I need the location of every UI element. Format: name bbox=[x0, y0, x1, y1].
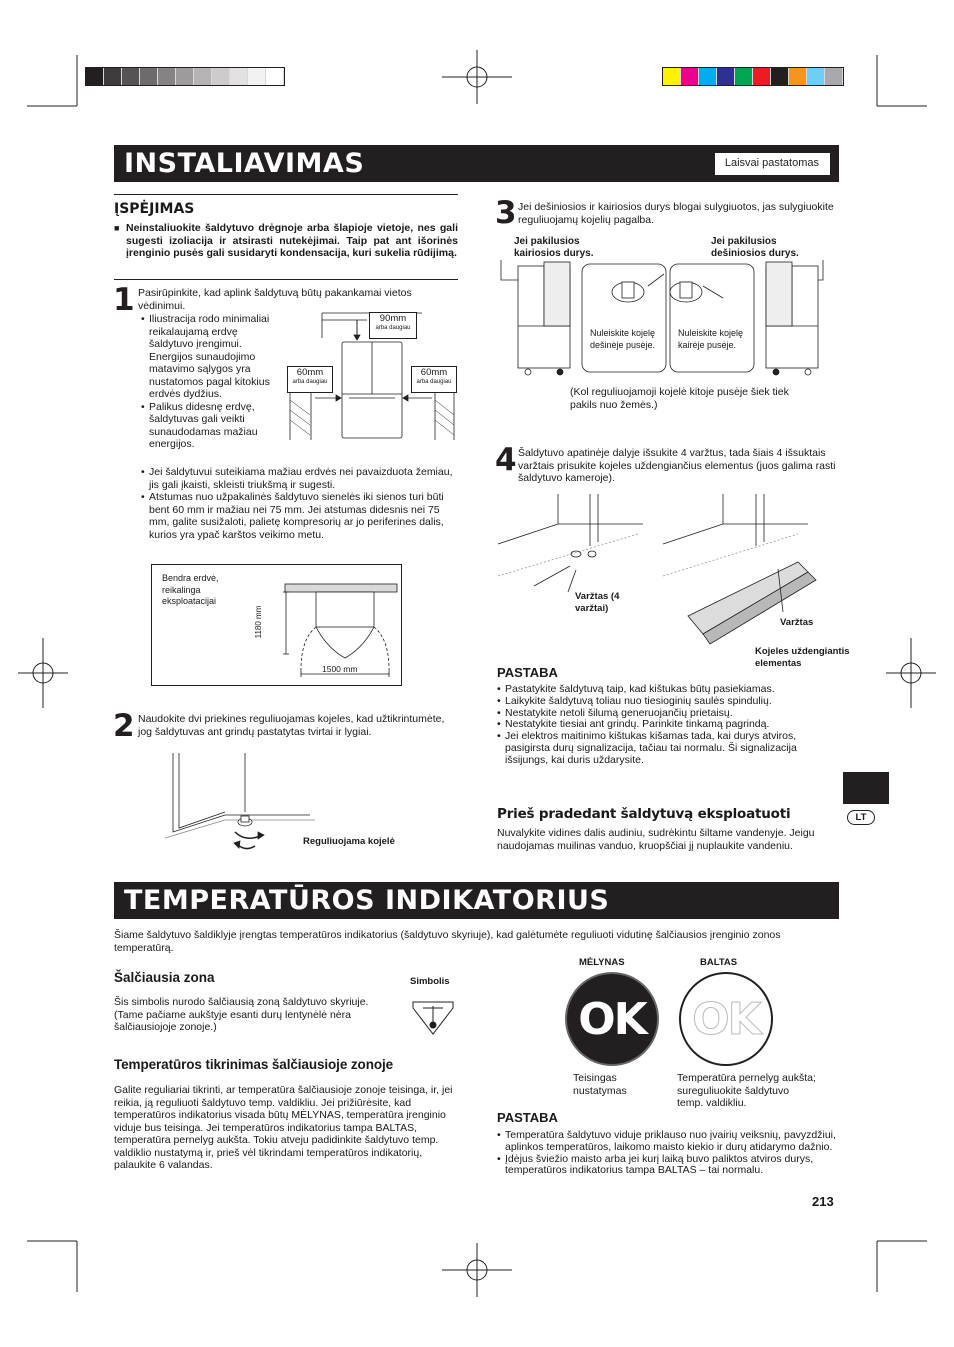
section-tab-block bbox=[843, 772, 889, 804]
step-3-number: 3 bbox=[495, 195, 517, 231]
ok-text-blue: OK bbox=[578, 993, 646, 1045]
temp-note-title: PASTABA bbox=[497, 1110, 558, 1125]
color-swatch bbox=[86, 68, 104, 85]
step-2-number: 2 bbox=[113, 708, 135, 744]
color-swatch bbox=[266, 68, 284, 85]
color-swatch bbox=[717, 68, 735, 85]
symbol-label: Simbolis bbox=[410, 976, 450, 987]
top-gap-or-more: arba daugiau bbox=[375, 325, 411, 331]
before-use-text: Nuvalykite vidines dalis audiniu, sudrėkintu šiltame vandenyje. Jeigu naudojamas muilinas vanduo, kruopščiai jį nuplaukite vandeniu. bbox=[497, 827, 815, 852]
color-swatch bbox=[825, 68, 843, 85]
step-3-left-title: Jei pakilusios kairiosios durys. bbox=[514, 236, 594, 259]
right-gap-or-more: arba daugiau bbox=[416, 379, 452, 385]
left-gap-box bbox=[287, 366, 333, 393]
color-swatch bbox=[807, 68, 825, 85]
step-1-bullet: • Atstumas nuo užpakalinės šaldytuvo sienelės iki sienos turi būti bent 60 mm ir mažiau nei 75 mm. Jei atstumas didesnis nei 75 mm, galite susižaloti, palietę kompresorių ar jo periferines dalis, kurios yra ypač karštos veikimo metu. bbox=[141, 491, 459, 541]
install-banner bbox=[114, 145, 839, 182]
temp-banner bbox=[114, 882, 839, 919]
step-1-bullets-a bbox=[141, 313, 283, 451]
warning-text-body: Neinstaliuokite šaldytuvo drėgnoje arba šlapioje vietoje, nes gali sugesti izoliacija ir atsirasti nutekėjimai. Taip pat ant išorinės įrenginio pusės gali susidaryti kondensacija, kuri sukelia rūdijimą. bbox=[126, 222, 458, 259]
warning-text bbox=[114, 222, 458, 260]
note-item: • Nestatykite netoli šilumą generuojančių prietaisų. bbox=[497, 708, 829, 720]
install-notes-list bbox=[497, 684, 829, 767]
color-swatch bbox=[681, 68, 699, 85]
right-gap-box bbox=[411, 366, 457, 393]
color-swatch bbox=[735, 68, 753, 85]
note-item: • Nestatykite tiesiai ant grindų. Parinkite tinkamą pagrindą. bbox=[497, 719, 829, 731]
before-use-title: Prieš pradedant šaldytuvą eksploatuoti bbox=[497, 806, 791, 822]
step-4-number: 4 bbox=[495, 442, 517, 478]
color-swatch bbox=[771, 68, 789, 85]
color-swatch bbox=[158, 68, 176, 85]
temp-check-text: Galite reguliariai tikrinti, ar temperatūra šalčiausioje zonoje teisinga, ir, jei reikia, ją reguliuoti šaldytuvo temp. valdikliu. Jei prižiūrėsite, kad temperatūros indikatorius visada būtų MĖLYNAS, temperatūra įrenginio viduje bus teisinga. Jei temperatūros indikatorius tampa BALTAS, temperatūra pernelyg aukšta. Tokiu atveju padidinkite šaldytuvo temp. valdiklio nustatymą ir, prieš vėl tikrindami temperatūros indikatorių, palaukite 6 valandas. bbox=[114, 1084, 453, 1171]
step-1-bullet: • Jei šaldytuvui suteikiama mažiau erdvės nei pavaizduota žemiau, jis gali įkaisti, skleisti triukšmą ir sugesti. bbox=[141, 466, 459, 491]
note-item: • Įdėjus šviežio maisto arba jei kurį laiką buvo paliktos atviros durys, temperatūros indikatorius tampa BALTAS – tai normalu. bbox=[497, 1154, 842, 1178]
install-type-badge: Laisvai pastatomas bbox=[714, 152, 831, 176]
warning-divider-bottom bbox=[114, 279, 458, 280]
step-4-cover-label: Kojeles uždengiantis elementas bbox=[755, 646, 850, 669]
color-swatch bbox=[230, 68, 248, 85]
blue-caption: Teisingas nustatymas bbox=[573, 1072, 627, 1097]
process-color-bar bbox=[662, 67, 844, 86]
color-swatch bbox=[140, 68, 158, 85]
door-alignment-diagram bbox=[498, 248, 828, 378]
temp-intro: Šiame šaldytuvo šaldiklyje įrengtas temperatūros indikatorius (šaldytuvo skyriuje), kad galėtumėte reguliuoti vidutinę šalčiausios įrenginio zonos temperatūrą. bbox=[114, 929, 781, 954]
coldest-zone-symbol-icon bbox=[411, 998, 455, 1038]
space-plan-diagram bbox=[275, 578, 415, 678]
step-3-right-title: Jei pakilusios dešiniosios durys. bbox=[711, 236, 799, 259]
step-1-bullet: • Palikus didesnę erdvę, šaldytuvas gali veikti sunaudodamas mažiau energijos. bbox=[141, 401, 283, 451]
warning-bullet-icon: ■ bbox=[114, 223, 120, 233]
step-1-intro: Pasirūpinkite, kad aplink šaldytuvą būtų pakankamai vietos vėdinimui. bbox=[138, 287, 412, 312]
step-1-bullet: • Iliustracija rodo minimaliai reikalaujamą erdvę šaldytuvo įrengimui. Energijos sunaudojimo matavimo sąlygos yra nustatomos pagal kitokius erdvės dydžius. bbox=[141, 313, 283, 401]
install-note-title: PASTABA bbox=[497, 665, 558, 680]
color-swatch bbox=[122, 68, 140, 85]
step-2-text: Naudokite dvi priekines reguliuojamas kojeles, kad užtikrintumėte, jog šaldytuvas ant grindų pastatytas tvirtai ir lygiai. bbox=[138, 713, 445, 738]
color-swatch bbox=[753, 68, 771, 85]
left-gap-or-more: arba daugiau bbox=[292, 379, 328, 385]
color-swatch bbox=[194, 68, 212, 85]
step-4-screw-label: Varžtas bbox=[780, 617, 814, 628]
screw-cover-diagram bbox=[498, 494, 828, 664]
color-swatch bbox=[789, 68, 807, 85]
step-2-label: Reguliuojama kojelė bbox=[303, 836, 395, 847]
cold-zone-text: Šis simbolis nurodo šalčiausią zoną šaldytuvo skyriuje. (Tame pačiame aukštyje esanti durų lentynėlė nėra šalčiausiojoje zonoje.) bbox=[114, 996, 369, 1033]
ok-indicator-white bbox=[679, 972, 773, 1066]
step-3-footnote: (Kol reguliuojamoji kojelė kitoje pusėje šiek tiek pakils nuo žemės.) bbox=[570, 386, 789, 411]
top-gap-value: 90mm bbox=[379, 313, 407, 324]
color-swatch bbox=[104, 68, 122, 85]
step-1-bullets-b bbox=[141, 466, 459, 541]
color-swatch bbox=[663, 68, 681, 85]
color-swatch bbox=[248, 68, 266, 85]
color-swatch bbox=[176, 68, 194, 85]
white-label: BALTAS bbox=[700, 957, 738, 968]
warning-title: ĮSPĖJIMAS bbox=[114, 201, 195, 217]
note-item: • Temperatūra šaldytuvo viduje priklauso nuo įvairių veiksnių, pavyzdžiui, aplinkos temperatūros, laikomo maisto kiekio ir durų atidarymo dažnio. bbox=[497, 1130, 842, 1154]
step-4-screws-label: Varžtas (4 varžtai) bbox=[575, 591, 620, 614]
color-swatch bbox=[699, 68, 717, 85]
space-height: 1180 mm bbox=[254, 605, 263, 639]
step-1-number: 1 bbox=[113, 282, 135, 318]
warning-divider-top bbox=[114, 194, 458, 195]
space-label: Bendra erdvė, reikalinga eksploatacijai bbox=[162, 573, 219, 606]
temp-check-title: Temperatūros tikrinimas šalčiausioje zonoje bbox=[114, 1057, 394, 1072]
note-item: • Jei elektros maitinimo kištukas kišamas tada, kai durys atviros, pasigirsta durų signalizacija, tačiau tai normalu. Ši signalizacija išsijungs, kai duris uždarysite. bbox=[497, 731, 829, 766]
left-gap-value: 60mm bbox=[296, 367, 324, 378]
language-tab: LT bbox=[847, 810, 875, 825]
space-width: 1500 mm bbox=[322, 664, 358, 674]
gray-color-bar bbox=[85, 67, 285, 86]
adjustable-foot-diagram bbox=[165, 750, 325, 860]
blue-label: MĖLYNAS bbox=[579, 957, 625, 968]
note-item: • Pastatykite šaldytuvą taip, kad kištukas būtų pasiekiamas. bbox=[497, 684, 829, 696]
page-number: 213 bbox=[812, 1194, 834, 1209]
install-title: INSTALIAVIMAS bbox=[124, 148, 365, 179]
note-item: • Laikykite šaldytuvą toliau nuo tiesioginių saulės spindulių. bbox=[497, 696, 829, 708]
white-caption: Temperatūra pernelyg aukšta; sureguliuokite šaldytuvo temp. valdikliu. bbox=[677, 1072, 816, 1109]
step-4-text: Šaldytuvo apatinėje dalyje išsukite 4 varžtus, tada šiais 4 išsuktais varžtais prisukite kojeles uždengiančius elementus (juos galima rasti šaldytuvo kameroje). bbox=[518, 447, 836, 484]
color-swatch bbox=[212, 68, 230, 85]
cold-zone-title: Šalčiausia zona bbox=[114, 970, 215, 985]
top-gap-box bbox=[369, 312, 417, 339]
temp-title: TEMPERATŪROS INDIKATORIUS bbox=[124, 885, 610, 916]
step-3-left-note: Nuleiskite kojelę dešinėje pusėje. bbox=[590, 328, 656, 350]
temp-notes-list bbox=[497, 1130, 842, 1177]
right-gap-value: 60mm bbox=[420, 367, 448, 378]
step-3-right-note: Nuleiskite kojelę kairėje pusėje. bbox=[678, 328, 744, 350]
step-3-text: Jei dešiniosios ir kairiosios durys blogai sulygiuotos, jas sulygiuokite reguliuojamų kojelių pagalba. bbox=[518, 201, 834, 226]
ok-indicator-blue bbox=[565, 972, 659, 1066]
ok-text-white: OK bbox=[692, 993, 760, 1045]
